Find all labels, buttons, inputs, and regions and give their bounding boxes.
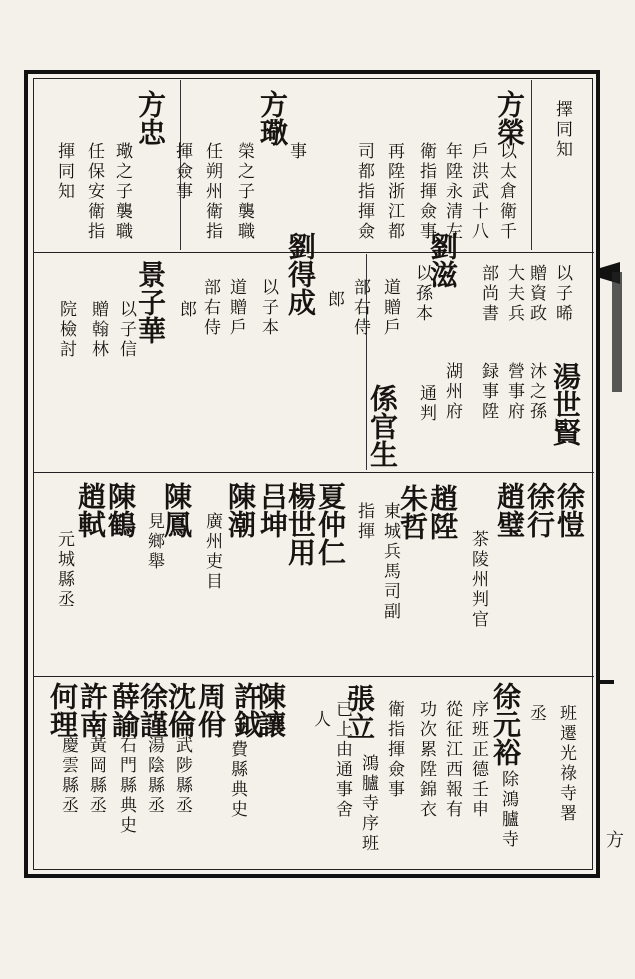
entry-text: 沐之孫 bbox=[526, 362, 546, 422]
person-name: 陳讓 bbox=[254, 682, 287, 738]
person-name: 方榮 bbox=[493, 90, 526, 146]
entry-text: 榮之子襲職 bbox=[234, 142, 254, 242]
entry-text: 璥之子襲職 bbox=[112, 142, 132, 242]
entry-text: 司都指揮僉 bbox=[354, 142, 374, 242]
entry-text: 序班正德壬申 bbox=[468, 700, 488, 820]
person-name: 趙璧 bbox=[493, 482, 526, 538]
person-name: 周佾 bbox=[194, 682, 227, 738]
entry-text: 除鴻臚寺 bbox=[498, 770, 518, 850]
entry-text: 部尚書 bbox=[478, 264, 498, 324]
entry-text: 贈資政 bbox=[526, 264, 546, 324]
entry-text: 功次累陞錦衣 bbox=[416, 700, 436, 820]
entry-text: 已上由通事舍 bbox=[332, 700, 352, 820]
person-name: 何理 bbox=[46, 682, 79, 738]
entry-text: 以太倉衛千 bbox=[496, 142, 516, 242]
entry-text: 任朔州衛指 bbox=[202, 142, 222, 242]
entry-text: 戶洪武十八 bbox=[468, 142, 488, 242]
person-name: 趙陞 bbox=[426, 484, 459, 540]
person-name: 朱哲 bbox=[396, 484, 429, 540]
person-name: 趙軾 bbox=[74, 482, 107, 538]
entry-text: 事 bbox=[286, 142, 306, 162]
entry-text: 大夫兵 bbox=[504, 264, 524, 324]
person-name: 楊世用 bbox=[284, 482, 317, 566]
entry-text: 費縣典史 bbox=[227, 740, 247, 820]
person-name: 陳鶴 bbox=[104, 482, 137, 538]
person-name: 徐元裕 bbox=[489, 682, 522, 766]
spine-block bbox=[612, 272, 622, 392]
entry-text: 揮同知 bbox=[54, 142, 74, 202]
entry-text: 茶陵州判官 bbox=[468, 530, 488, 630]
entry-text: 廣州吏目 bbox=[202, 512, 222, 592]
entry-text: 衛指揮僉事 bbox=[416, 142, 436, 242]
entry-text: 郎 bbox=[176, 300, 196, 320]
person-name: 薛諭 bbox=[108, 682, 141, 738]
entry-text: 揮僉事 bbox=[172, 142, 192, 202]
entry-text: 指揮 bbox=[354, 502, 374, 542]
entry-text: 鴻臚寺序班 bbox=[358, 754, 378, 854]
person-name: 徐謹 bbox=[136, 682, 169, 738]
entry-text: 班遷光祿寺署 bbox=[556, 704, 576, 824]
person-name: 張立 bbox=[343, 684, 376, 740]
person-name: 方忠 bbox=[134, 90, 167, 146]
person-name: 方璥 bbox=[256, 90, 289, 146]
entry-text: 部右侍 bbox=[200, 278, 220, 338]
entry-text: 部右侍 bbox=[350, 278, 370, 338]
entry-text: 以子晞 bbox=[552, 264, 572, 324]
column-rule-1 bbox=[531, 80, 532, 250]
entry-text: 以子本 bbox=[258, 278, 278, 338]
entry-text: 道贈戶 bbox=[380, 278, 400, 338]
person-name: 徐愷 bbox=[553, 482, 586, 538]
person-name: 陳鳳 bbox=[160, 482, 193, 538]
person-name: 許鉞 bbox=[230, 682, 263, 738]
entry-text: 贈翰林 bbox=[88, 300, 108, 360]
person-name: 湯世賢 bbox=[549, 362, 582, 446]
entry-text: 再陞浙江都 bbox=[384, 142, 404, 242]
entry-text: 郎 bbox=[324, 290, 344, 310]
entry-text: 丞 bbox=[526, 704, 546, 724]
person-name: 陳潮 bbox=[224, 482, 257, 538]
entry-text: 院檢討 bbox=[56, 300, 76, 360]
entry-text: 營事府 bbox=[504, 362, 524, 422]
entry-text: 擇同知 bbox=[552, 100, 572, 160]
entry-text: 東城兵馬司副 bbox=[380, 502, 400, 622]
person-name: 夏仲仁 bbox=[314, 482, 347, 566]
person-name: 劉滋 bbox=[426, 232, 459, 288]
row-divider-3 bbox=[34, 676, 594, 677]
entry-text: 以子信 bbox=[116, 300, 136, 360]
entry-text: 録事陞 bbox=[478, 362, 498, 422]
entry-text: 年陞永清左 bbox=[442, 142, 462, 242]
person-name: 沈倫 bbox=[164, 682, 197, 738]
person-name: 吕坤 bbox=[256, 482, 289, 538]
entry-text: 武陟縣丞 bbox=[172, 736, 192, 816]
entry-text: 湯陰縣丞 bbox=[144, 736, 164, 816]
entry-text: 黃岡縣丞 bbox=[86, 736, 106, 816]
entry-text: 見鄉舉 bbox=[144, 512, 164, 572]
person-name: 徐行 bbox=[523, 482, 556, 538]
edge-foot-text: 方 bbox=[603, 830, 624, 848]
person-name: 劉得成 bbox=[284, 232, 317, 316]
entry-text: 通判 bbox=[416, 384, 436, 424]
entry-text: 衛指揮僉事 bbox=[384, 700, 404, 800]
person-name: 係官生 bbox=[366, 384, 399, 468]
entry-text: 慶雲縣丞 bbox=[58, 736, 78, 816]
entry-text: 從征江西報有 bbox=[442, 700, 462, 820]
person-name: 景子華 bbox=[134, 260, 167, 344]
entry-text: 元城縣丞 bbox=[54, 530, 74, 610]
entry-text: 人 bbox=[310, 710, 330, 730]
entry-text: 道贈戶 bbox=[226, 278, 246, 338]
row-divider-2 bbox=[34, 472, 594, 473]
edge-mark bbox=[600, 680, 614, 684]
person-name: 許南 bbox=[76, 682, 109, 738]
entry-text: 任保安衛指 bbox=[84, 142, 104, 242]
entry-text: 湖州府 bbox=[442, 362, 462, 422]
entry-text: 以孫本 bbox=[412, 264, 432, 324]
entry-text: 石門縣典史 bbox=[116, 736, 136, 836]
